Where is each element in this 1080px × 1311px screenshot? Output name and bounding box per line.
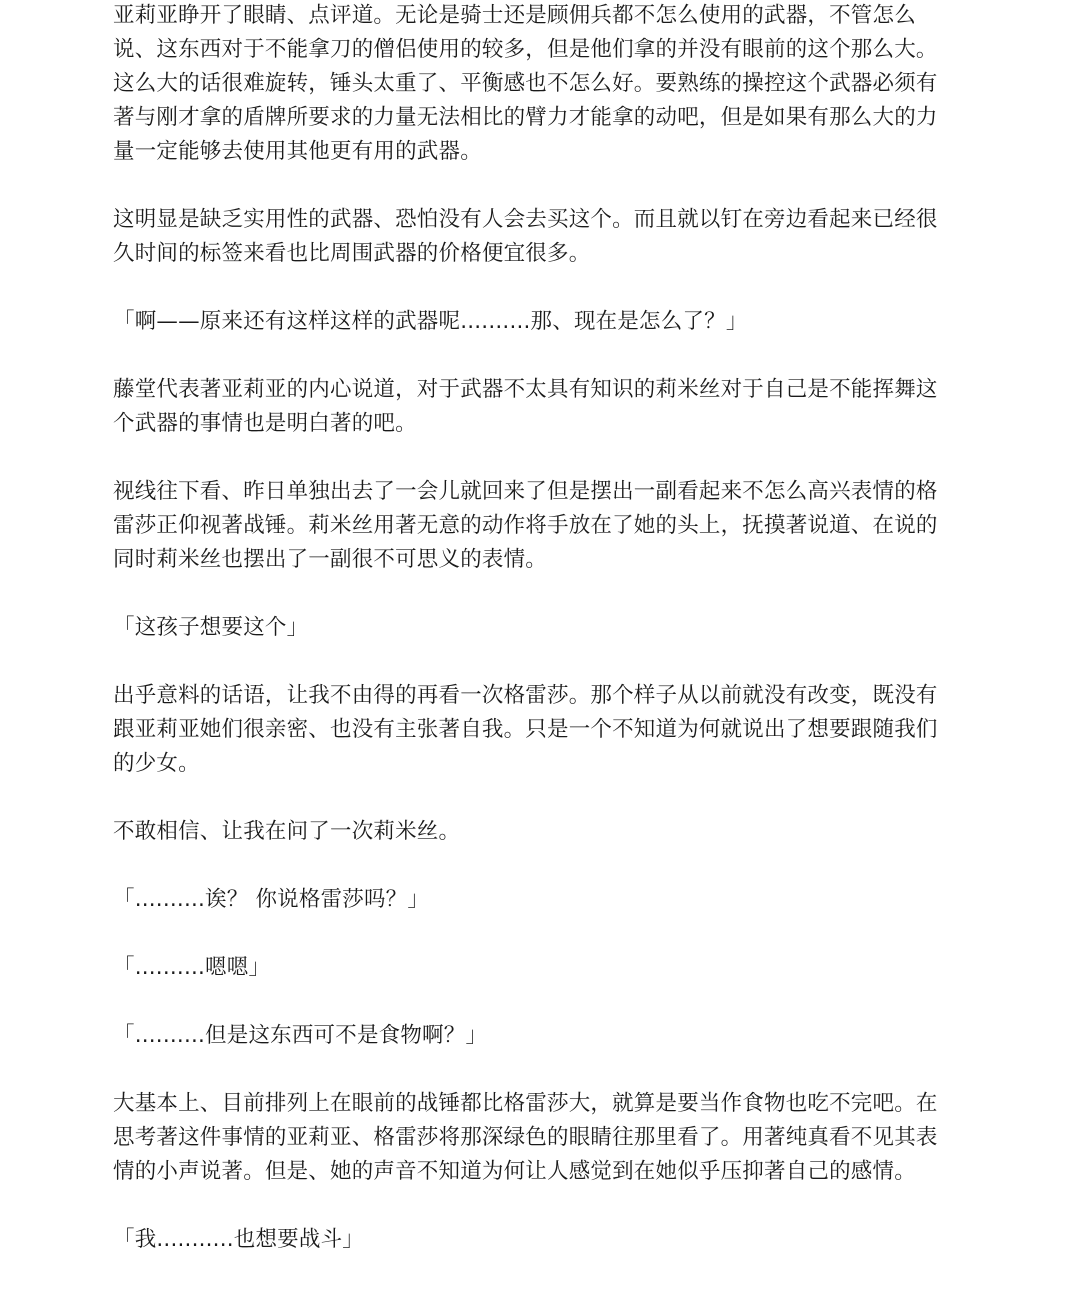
dialogue-line: 「我...........也想要战斗」	[113, 1227, 364, 1252]
paragraph: 藤堂代表著亚莉亚的内心说道，对于武器不太具有知识的莉米丝对于自己是不能挥舞这个武器的事情也是明白著的吧。	[113, 377, 938, 436]
paragraph: 大基本上、目前排列上在眼前的战锤都比格雷莎大，就算是要当作食物也吃不完吧。在思考著这件事情的亚莉亚、格雷莎将那深绿色的眼睛往那里看了。用著纯真看不见其表情的小声说著。但是、她的声音不知道为何让人感觉到在她似乎压抑著自己的感情。	[113, 1091, 938, 1184]
dialogue-line: 「..........但是这东西可不是食物啊？」	[113, 1023, 488, 1048]
document-page	[113, 0, 953, 1257]
dialogue-line: 「啊——原来还有这样这样的武器呢..........那、现在是怎么了？」	[113, 309, 748, 334]
paragraph: 出乎意料的话语，让我不由得的再看一次格雷莎。那个样子从以前就没有改变，既没有跟亚莉亚她们很亲密、也没有主张著自我。只是一个不知道为何就说出了想要跟随我们的少女。	[113, 683, 938, 776]
paragraph: 不敢相信、让我在问了一次莉米丝。	[113, 819, 461, 844]
paragraph: 这明显是缺乏实用性的武器、恐怕没有人会去买这个。而且就以钉在旁边看起来已经很久时间的标签来看也比周围武器的价格便宜很多。	[113, 207, 938, 266]
paragraph: 视线往下看、昨日单独出去了一会儿就回来了但是摆出一副看起来不怎么高兴表情的格雷莎正仰视著战锤。莉米丝用著无意的动作将手放在了她的头上，抚摸著说道、在说的同时莉米丝也摆出了一副很不可思义的表情。	[113, 479, 938, 572]
dialogue-line: 「..........诶？ 你说格雷莎吗？」	[113, 887, 430, 912]
dialogue-line: 「..........嗯嗯」	[113, 955, 271, 980]
dialogue-line: 「这孩子想要这个」	[113, 615, 309, 640]
paragraph: 亚莉亚睁开了眼睛、点评道。无论是骑士还是顾佣兵都不怎么使用的武器，不管怎么说、这东西对于不能拿刀的僧侣使用的较多，但是他们拿的并没有眼前的这个那么大。这么大的话很难旋转，锤头太重了、平衡感也不怎么好。要熟练的操控这个武器必须有著与刚才拿的盾牌所要求的力量无法相比的臂力才能拿的动吧，但是如果有那么大的力量一定能够去使用其他更有用的武器。	[113, 3, 938, 164]
